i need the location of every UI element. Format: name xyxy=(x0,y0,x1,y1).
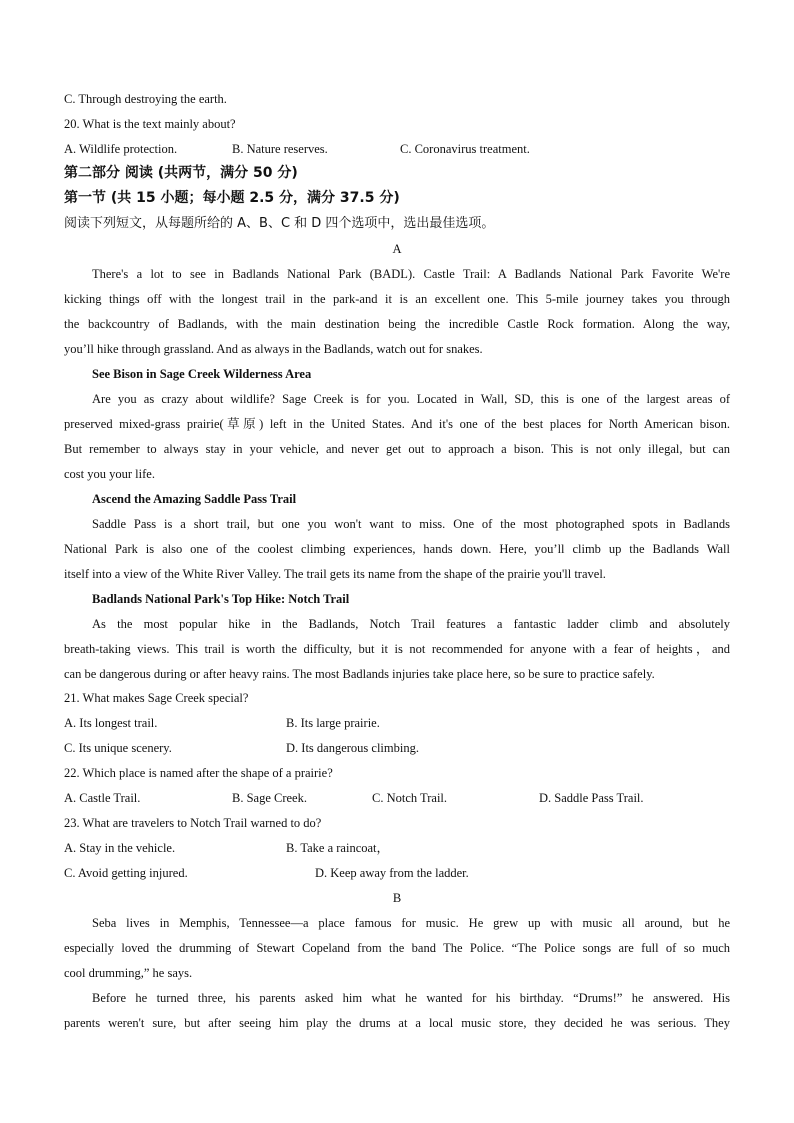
q20-option-b: B. Nature reserves. xyxy=(232,142,328,156)
q21-option-b: B. Its large prairie. xyxy=(286,716,380,730)
passage-a-p4-line: breath-taking views. This trail is worth the difficulty, but it is not recommended for anyone with a fear of heights，and xyxy=(64,642,730,656)
passage-a-p1-line: kicking things off with the longest trail in the park-and it is an excellent one. This 5-mile journey takes you through xyxy=(64,292,730,306)
q23-option-c: C. Avoid getting injured. xyxy=(64,866,188,880)
q22-option-b: B. Sage Creek. xyxy=(232,791,307,805)
subheading-saddle-pass: Ascend the Amazing Saddle Pass Trail xyxy=(92,492,297,506)
passage-b-p2-line: Before he turned three, his parents asked him what he wanted for his birthday. “Drums!” he answered. His xyxy=(92,991,730,1005)
q21-option-a: A. Its longest trail. xyxy=(64,716,158,730)
passage-b-p2-line: parents weren't sure, but after seeing him play the drums at a local music store, they decided he was serious. They xyxy=(64,1016,730,1030)
passage-a-p4-line: As the most popular hike in the Badlands, Notch Trail features a fantastic ladder climb and absolutely xyxy=(92,617,730,631)
part2-heading: 第二部分 阅读 (共两节，满分 50 分) xyxy=(64,165,298,181)
passage-a-p3-line: Saddle Pass is a short trail, but one you won't want to miss. One of the most photographed spots in Badlands xyxy=(92,517,730,531)
section1-heading: 第一节 (共 15 小题；每小题 2.5 分，满分 37.5 分) xyxy=(64,190,400,206)
passage-a-p3-line: itself into a view of the White River Valley. The trail gets its name from the shape of the prairie you'll travel. xyxy=(64,567,606,581)
passage-b-label: B xyxy=(392,891,402,905)
instructions: 阅读下列短文，从每题所给的 A、B、C 和 D 四个选项中，选出最佳选项。 xyxy=(64,216,495,231)
q22-option-c: C. Notch Trail. xyxy=(372,791,448,805)
q19-option-c: C. Through destroying the earth. xyxy=(64,92,227,106)
passage-a-p1-line: the backcountry of Badlands, with the main destination being the incredible Castle Rock formation. Along the way, xyxy=(64,317,730,331)
q20-option-c: C. Coronavirus treatment. xyxy=(400,142,530,156)
passage-a-p2-line: preserved mixed-grass prairie(草原) left in the United States. And it's one of the best places for North American bison. xyxy=(64,417,730,431)
q23-option-d: D. Keep away from the ladder. xyxy=(315,866,469,880)
q23-stem: 23. What are travelers to Notch Trail warned to do? xyxy=(64,816,322,830)
passage-b-p1-line: especially loved the drumming of Stewart Copeland from the band The Police. “The Police songs are full of so much xyxy=(64,941,730,955)
subheading-sage-creek: See Bison in Sage Creek Wilderness Area xyxy=(92,367,312,381)
q21-option-d: D. Its dangerous climbing. xyxy=(286,741,419,755)
passage-a-label: A xyxy=(392,242,402,256)
passage-b-p1-line: cool drumming,” he says. xyxy=(64,966,193,980)
subheading-notch-trail: Badlands National Park's Top Hike: Notch Trail xyxy=(92,592,350,606)
passage-a-p1-line: There's a lot to see in Badlands National Park (BADL). Castle Trail: A Badlands National Park Favorite We're xyxy=(92,267,730,281)
q21-option-c: C. Its unique scenery. xyxy=(64,741,172,755)
passage-a-p2-line: Are you as crazy about wildlife? Sage Creek is for you. Located in Wall, SD, this is one of the largest areas of xyxy=(92,392,730,406)
q21-stem: 21. What makes Sage Creek special? xyxy=(64,691,249,705)
q23-option-b: B. Take a raincoat， xyxy=(286,841,390,855)
passage-a-p2-line: cost you your life. xyxy=(64,467,155,481)
passage-a-p1-line: you’ll hike through grassland. And as always in the Badlands, watch out for snakes. xyxy=(64,342,483,356)
passage-a-p3-line: National Park is also one of the coolest climbing experiences, hands down. Here, you’ll climb up the Badlands Wall xyxy=(64,542,730,556)
q20-stem: 20. What is the text mainly about? xyxy=(64,117,236,131)
passage-a-p4-line: can be dangerous during or after heavy rains. The most Badlands injuries take place here, so be sure to practice safely. xyxy=(64,667,655,681)
q20-option-a: A. Wildlife protection. xyxy=(64,142,178,156)
q23-option-a: A. Stay in the vehicle. xyxy=(64,841,176,855)
passage-b-p1-line: Seba lives in Memphis, Tennessee—a place famous for music. He grew up with music all around, but he xyxy=(92,916,730,930)
q22-stem: 22. Which place is named after the shape of a prairie? xyxy=(64,766,333,780)
q22-option-d: D. Saddle Pass Trail. xyxy=(539,791,644,805)
q22-option-a: A. Castle Trail. xyxy=(64,791,141,805)
passage-a-p2-line: But remember to always stay in your vehicle, and never get out to approach a bison. This is not only illegal, but can xyxy=(64,442,730,456)
